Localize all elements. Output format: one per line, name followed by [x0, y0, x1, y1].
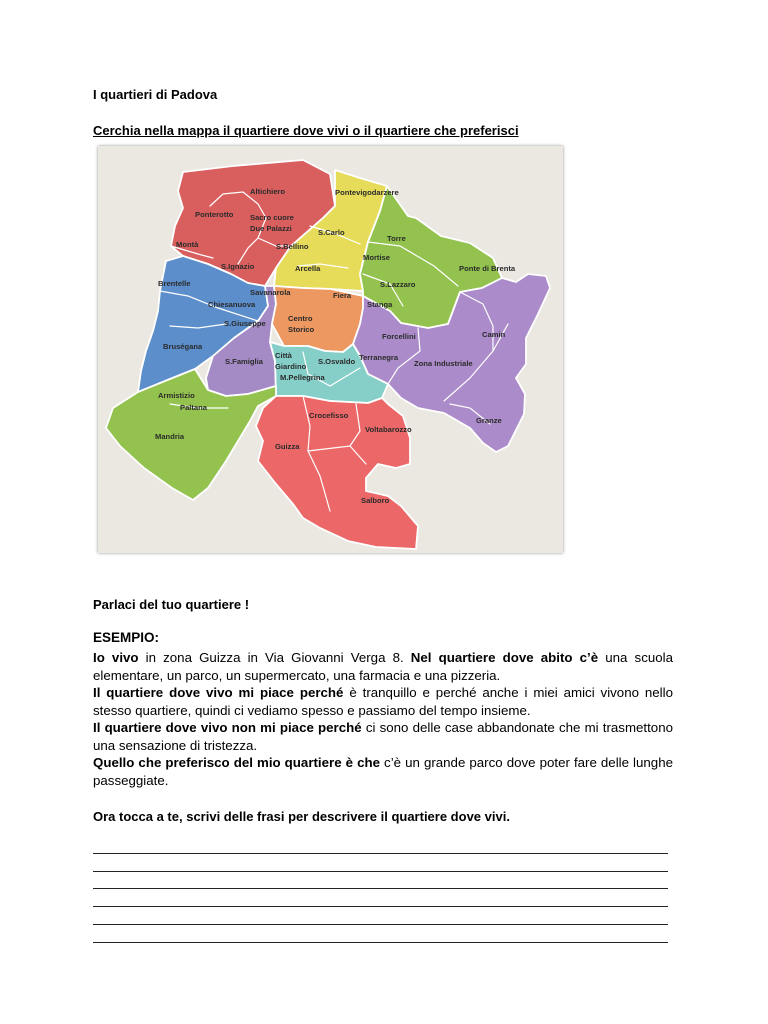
label-camin: Camin	[482, 330, 506, 339]
exercise-prompt: Ora tocca a te, scrivi delle frasi per descrivere il quartiere dove vivi.	[93, 809, 510, 824]
example-text-address: in zona Guizza in Via Giovanni Verga 8.	[138, 650, 411, 665]
label-s-ignazio: S.Ignazio	[221, 262, 255, 271]
map-instruction: Cerchia nella mappa il quartiere dove vivi o il quartiere che preferisci	[93, 123, 519, 138]
label-brusegana: Bruségana	[163, 342, 203, 351]
label-s-famiglia: S.Famiglia	[225, 357, 263, 366]
label-s-bellino: S.Bellino	[276, 242, 309, 251]
label-savanarola: Savanarola	[250, 288, 291, 297]
writing-line[interactable]	[93, 925, 668, 943]
label-s-carlo: S.Carlo	[318, 228, 345, 237]
writing-line[interactable]	[93, 907, 668, 925]
label-s-osvaldo: S.Osvaldo	[318, 357, 356, 366]
label-terranegra: Terranegra	[359, 353, 399, 362]
example-paragraph-2	[93, 684, 673, 719]
label-ponterotto: Ponterotto	[195, 210, 234, 219]
example-bold-preferisco: Quello che preferisco del mio quartiere è che	[93, 755, 380, 770]
label-ponte-di-brenta: Ponte di Brenta	[459, 264, 516, 273]
label-arcella: Arcella	[295, 264, 321, 273]
label-storico: Storico	[288, 325, 315, 334]
example-bold-mi-piace: Il quartiere dove vivo mi piace perché	[93, 685, 344, 700]
label-stanga: Stanga	[367, 300, 393, 309]
label-paltana: Paltana	[180, 403, 208, 412]
example-text-services: una scuola elementare, un parco, un supermercato, una farmacia e una pizzeria.	[93, 650, 673, 683]
label-voltabarozzo: Voltabarozzo	[365, 425, 412, 434]
label-giardino: Giardino	[275, 362, 307, 371]
example-text-non-mi-piace: ci sono delle case abbandonate che mi trasmettono una sensazione di tristezza.	[93, 720, 673, 753]
label-salboro: Salboro	[361, 496, 390, 505]
writing-line[interactable]	[93, 889, 668, 907]
label-sacro-cuore: Sacro cuore	[250, 213, 294, 222]
writing-line[interactable]	[93, 854, 668, 872]
label-forcellini: Forcellini	[382, 332, 416, 341]
label-chiesanuova: Chiesanuova	[208, 300, 256, 309]
example-text-preferisco: c’è un grande parco dove poter fare delle lunghe passeggiate.	[93, 755, 673, 788]
label-monta: Montà	[176, 240, 199, 249]
districts-map-svg	[98, 146, 563, 553]
label-centro: Centro	[288, 314, 313, 323]
label-due-palazzi: Due Palazzi	[250, 224, 292, 233]
section-title: Parlaci del tuo quartiere !	[93, 597, 250, 612]
page-title: I quartieri di Padova	[93, 87, 218, 102]
label-s-lazzaro: S.Lazzaro	[380, 280, 416, 289]
example-bold-non-mi-piace: Il quartiere dove vivo non mi piace perché	[93, 720, 362, 735]
example-paragraph-1	[93, 649, 673, 684]
label-zona-industriale: Zona Industriale	[414, 359, 473, 368]
example-paragraph-4	[93, 754, 673, 789]
example-bold-nel-quartiere: Nel quartiere dove abito c’è	[410, 650, 599, 665]
label-mandria: Mandria	[155, 432, 185, 441]
padova-districts-map[interactable]	[98, 146, 563, 553]
label-guizza: Guizza	[275, 442, 300, 451]
label-altichiero: Altichiero	[250, 187, 286, 196]
writing-line[interactable]	[93, 836, 668, 854]
label-fiera: Fiera	[333, 291, 352, 300]
label-m-pellegrina: M.Pellegrina	[280, 373, 325, 382]
label-crocefisso: Crocefisso	[309, 411, 349, 420]
label-brentelle: Brentelle	[158, 279, 191, 288]
label-mortise: Mortise	[363, 253, 391, 262]
example-paragraph-3	[93, 719, 673, 754]
label-torre: Torre	[387, 234, 406, 243]
label-granze: Granze	[476, 416, 502, 425]
example-heading: ESEMPIO:	[93, 630, 160, 645]
label-s-giuseppe: S.Giuseppe	[224, 319, 266, 328]
label-armistizio: Armistizio	[158, 391, 195, 400]
label-pontevigodarzere: Pontevigodarzere	[335, 188, 399, 197]
writing-lines[interactable]	[93, 836, 668, 943]
label-citta: Città	[275, 351, 292, 360]
writing-line[interactable]	[93, 872, 668, 890]
example-bold-io-vivo: Io vivo	[93, 650, 139, 665]
example-text-mi-piace: è tranquillo e perché anche i miei amici vivono nello stesso quartiere, quindi ci vediamo spesso e passiamo del tempo insieme.	[93, 685, 673, 718]
